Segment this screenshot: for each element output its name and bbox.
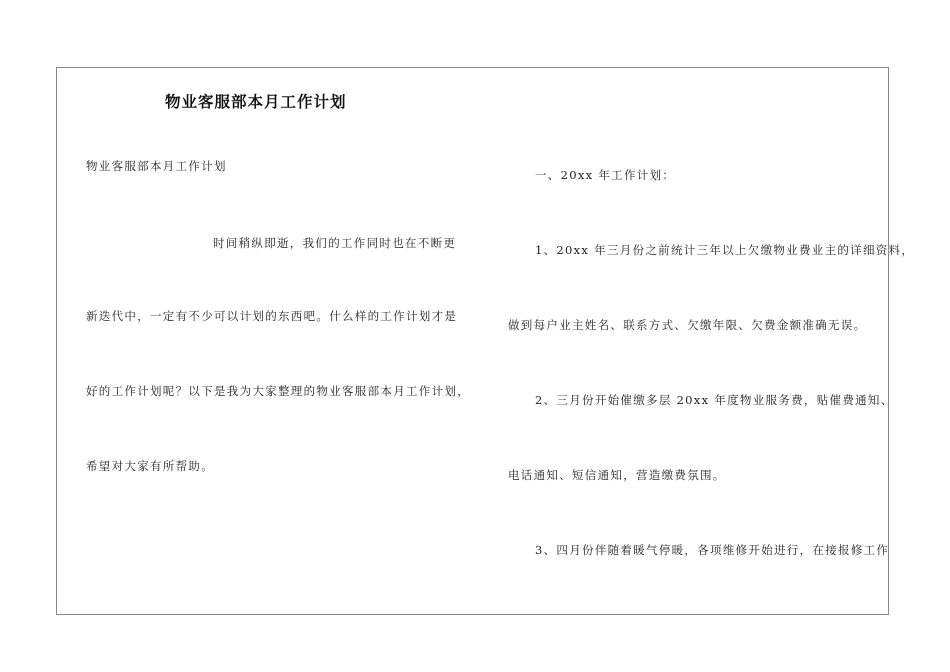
plan-item-2-line-1: 2、三月份开始催缴多层 20xx 年度物业服务费，贴催费通知、 <box>535 393 894 407</box>
intro-line-3: 好的工作计划呢？以下是我为大家整理的物业客服部本月工作计划， <box>86 384 470 398</box>
page-border <box>56 67 889 615</box>
section-heading: 一、20xx 年工作计划： <box>535 168 676 182</box>
intro-line-1: 时间稍纵即逝，我们的工作同时也在不断更 <box>213 236 457 250</box>
intro-line-4: 希望对大家有所帮助。 <box>86 459 214 473</box>
plan-item-1-line-2: 做到每户业主姓名、联系方式、欠缴年限、欠费金额准确无误。 <box>508 318 867 332</box>
plan-item-1-line-1: 1、20xx 年三月份之前统计三年以上欠缴物业费业主的详细资料， <box>535 243 915 257</box>
plan-item-2-line-2: 电话通知、短信通知，营造缴费氛围。 <box>508 468 726 482</box>
document-subtitle: 物业客服部本月工作计划 <box>86 159 227 173</box>
intro-line-2: 新迭代中，一定有不少可以计划的东西吧。什么样的工作计划才是 <box>86 309 458 323</box>
plan-item-3-line-1: 3、四月份伴随着暖气停暖，各项维修开始进行，在接报修工作 <box>535 543 890 557</box>
document-title: 物业客服部本月工作计划 <box>165 92 347 111</box>
